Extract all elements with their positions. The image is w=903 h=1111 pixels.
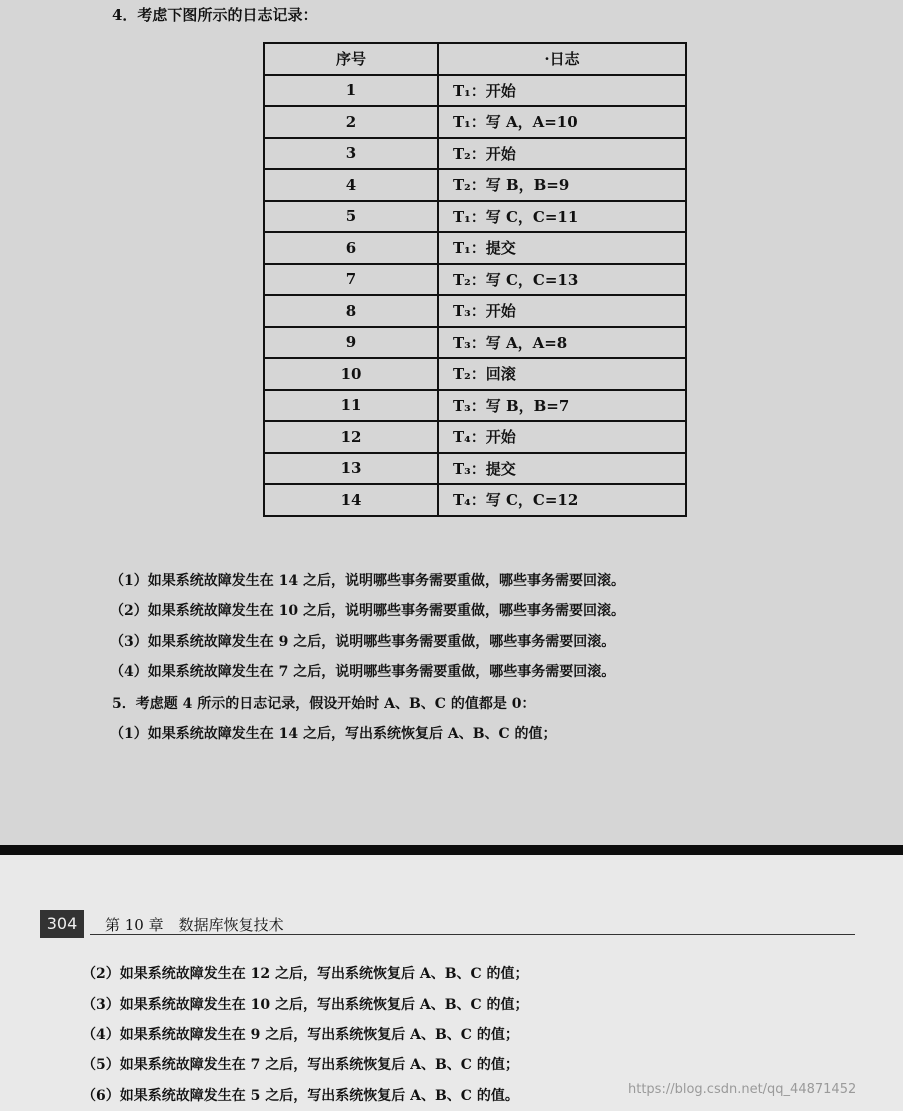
question-4-title: 4．考虑下图所示的日志记录：	[112, 6, 318, 24]
row-number: 5	[264, 201, 438, 233]
table-row	[264, 75, 686, 107]
table-row	[264, 421, 686, 453]
q5-subquestion-4: （4）如果系统故障发生在 9 之后，写出系统恢复后 A、B、C 的值；	[82, 1027, 519, 1043]
table-row	[264, 327, 686, 359]
q5-subquestion-3: （3）如果系统故障发生在 10 之后，写出系统恢复后 A、B、C 的值；	[82, 997, 529, 1013]
row-number: 6	[264, 232, 438, 264]
row-log-entry: T₂：写 B，B=9	[438, 169, 686, 201]
page-divider	[0, 845, 903, 855]
row-log-entry: T₁：写 A，A=10	[438, 106, 686, 138]
chapter-heading: 第 10 章 数据库恢复技术	[105, 916, 284, 934]
row-number: 11	[264, 390, 438, 422]
question-5-title: 5．考虑题 4 所示的日志记录，假设开始时 A、B、C 的值都是 0：	[112, 696, 536, 712]
row-number: 12	[264, 421, 438, 453]
row-log-entry: T₁：提交	[438, 232, 686, 264]
table-row	[264, 264, 686, 296]
row-number: 13	[264, 453, 438, 485]
table-row	[264, 201, 686, 233]
q5-subquestion-1: （1）如果系统故障发生在 14 之后，写出系统恢复后 A、B、C 的值；	[110, 726, 557, 742]
q5-subquestion-2: （2）如果系统故障发生在 12 之后，写出系统恢复后 A、B、C 的值；	[82, 966, 529, 982]
q4-subquestion-4: （4）如果系统故障发生在 7 之后，说明哪些事务需要重做，哪些事务需要回滚。	[110, 664, 616, 680]
row-log-entry: T₄：写 C，C=12	[438, 484, 686, 516]
table-row	[264, 106, 686, 138]
q4-subquestion-2: （2）如果系统故障发生在 10 之后，说明哪些事务需要重做，哪些事务需要回滚。	[110, 603, 625, 619]
q5-subquestion-5: （5）如果系统故障发生在 7 之后，写出系统恢复后 A、B、C 的值；	[82, 1057, 519, 1073]
table-row	[264, 453, 686, 485]
row-number: 7	[264, 264, 438, 296]
table-row	[264, 138, 686, 170]
q5-subquestion-6: （6）如果系统故障发生在 5 之后，写出系统恢复后 A、B、C 的值。	[82, 1088, 519, 1104]
table-row	[264, 358, 686, 390]
row-log-entry: T₂：回滚	[438, 358, 686, 390]
row-log-entry: T₃：开始	[438, 295, 686, 327]
q4-subquestion-3: （3）如果系统故障发生在 9 之后，说明哪些事务需要重做，哪些事务需要回滚。	[110, 634, 616, 650]
header-log: ·日志	[438, 43, 686, 75]
row-log-entry: T₂：开始	[438, 138, 686, 170]
header-seq: 序号	[264, 43, 438, 75]
watermark-url: https://blog.csdn.net/qq_44871452	[628, 1082, 857, 1097]
row-number: 14	[264, 484, 438, 516]
table-row	[264, 390, 686, 422]
table-row	[264, 295, 686, 327]
row-log-entry: T₃：写 B，B=7	[438, 390, 686, 422]
page-number: 304	[40, 910, 84, 938]
row-log-entry: T₃：写 A，A=8	[438, 327, 686, 359]
row-number: 4	[264, 169, 438, 201]
row-number: 3	[264, 138, 438, 170]
row-log-entry: T₂：写 C，C=13	[438, 264, 686, 296]
header-rule	[90, 934, 855, 935]
table-row	[264, 484, 686, 516]
row-number: 8	[264, 295, 438, 327]
table-row	[264, 232, 686, 264]
row-number: 1	[264, 75, 438, 107]
table-row	[264, 169, 686, 201]
row-log-entry: T₃：提交	[438, 453, 686, 485]
log-table	[263, 42, 687, 517]
row-number: 10	[264, 358, 438, 390]
log-table-header	[264, 43, 686, 75]
row-log-entry: T₁：写 C，C=11	[438, 201, 686, 233]
row-number: 9	[264, 327, 438, 359]
row-log-entry: T₄：开始	[438, 421, 686, 453]
q4-subquestion-1: （1）如果系统故障发生在 14 之后，说明哪些事务需要重做，哪些事务需要回滚。	[110, 573, 625, 589]
row-number: 2	[264, 106, 438, 138]
row-log-entry: T₁：开始	[438, 75, 686, 107]
